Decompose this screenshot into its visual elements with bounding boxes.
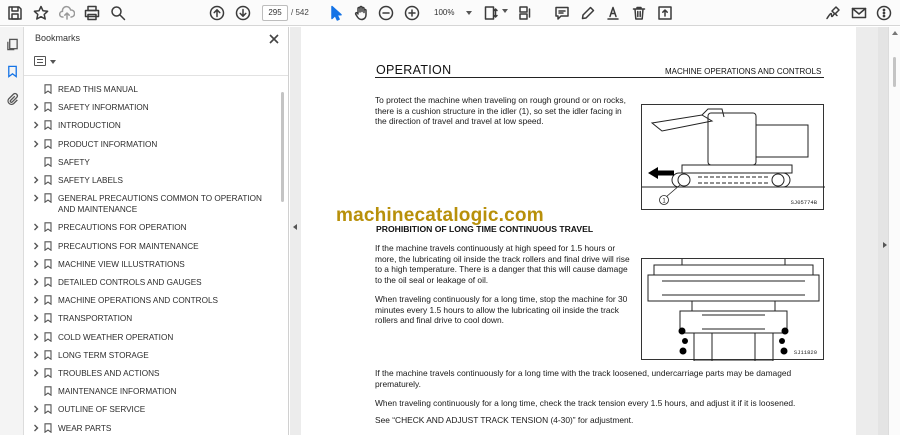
cloud-upload-icon[interactable] (57, 3, 77, 23)
hand-tool-icon[interactable] (351, 3, 371, 23)
chevron-right-icon[interactable] (32, 314, 40, 322)
document-scrollbar[interactable] (888, 27, 900, 435)
chevron-down-icon (50, 60, 56, 64)
bookmark-label: TROUBLES AND ACTIONS (58, 369, 160, 378)
page-thumbnails-icon[interactable] (4, 36, 20, 52)
bookmarks-panel-icon[interactable] (4, 63, 20, 79)
bookmark-icon (44, 102, 52, 112)
bookmark-icon (44, 193, 52, 203)
chevron-right-icon[interactable] (32, 223, 40, 231)
comment-icon[interactable] (552, 3, 572, 23)
delete-icon[interactable] (629, 3, 649, 23)
close-icon[interactable] (268, 32, 280, 44)
excavator-side-illustration (642, 105, 825, 211)
select-cursor-icon[interactable] (326, 3, 346, 23)
bookmark-label: SAFETY INFORMATION (58, 103, 149, 113)
figure-code: SJ05774B (790, 199, 817, 206)
bookmark-label: MACHINE OPERATIONS AND CONTROLS (58, 296, 218, 306)
paragraph-high-speed: If the machine travels continuously at high speed for 1.5 hours or more, the lubricating oil inside the track rollers and final drive will rise to a high temperature. There is a danger that this will cause damage to the oil seal or leakage of oil. (375, 243, 630, 285)
print-icon[interactable] (82, 3, 102, 23)
bookmark-label: MACHINE VIEW ILLUSTRATIONS (58, 259, 185, 269)
save-icon[interactable] (5, 3, 25, 23)
bookmark-icon (44, 368, 52, 378)
bookmark-label: TRANSPORTATION (58, 314, 133, 324)
bookmark-icon (44, 84, 52, 94)
more-options-icon[interactable] (874, 3, 894, 23)
bookmark-label: MAINTENANCE INFORMATION (58, 387, 177, 397)
zoom-in-icon[interactable] (402, 3, 422, 23)
tools-pane-strip (878, 27, 888, 435)
paragraph-idler: To protect the machine when traveling on rough ground or on rocks, there is a cushion structure in the idler (1), so set the idler facing in the direction of travel and travel at low speed. (375, 95, 626, 126)
bookmark-icon (44, 157, 52, 167)
chevron-right-icon[interactable] (32, 121, 40, 129)
chevron-right-icon[interactable] (32, 176, 40, 184)
bookmark-label: LONG TERM STORAGE (58, 350, 149, 360)
header-rule (375, 77, 824, 78)
section-header: MACHINE OPERATIONS AND CONTROLS (665, 67, 822, 76)
zoom-level-select[interactable] (428, 5, 478, 21)
collapse-panel-arrow-icon[interactable] (293, 224, 297, 230)
bookmark-icon (44, 175, 52, 185)
export-icon[interactable] (655, 3, 675, 23)
top-toolbar (0, 0, 900, 26)
email-icon[interactable] (849, 3, 869, 23)
bookmark-icon (44, 423, 52, 433)
bookmark-icon (44, 386, 52, 396)
bookmark-icon (44, 241, 52, 251)
page-title: OPERATION (376, 63, 452, 77)
bookmark-label: DETAILED CONTROLS AND GAUGES (58, 278, 202, 287)
page-number-input[interactable]: 295 (262, 5, 288, 21)
paragraph-check-tension: When traveling continuously for a long time, check the track tension every 1.5 hours, and adjust it if it is loosened. (375, 398, 796, 408)
divider (24, 75, 288, 76)
watermark: machinecatalogic.com (336, 205, 544, 226)
bookmark-label: PRECAUTIONS FOR OPERATION (58, 223, 187, 233)
bookmark-label: WEAR PARTS (58, 423, 112, 433)
bookmark-label: SAFETY (58, 157, 90, 167)
attachments-icon[interactable] (4, 90, 20, 106)
chevron-right-icon[interactable] (32, 405, 40, 413)
chevron-right-icon[interactable] (32, 242, 40, 250)
bookmark-label: READ THIS MANUAL (58, 85, 138, 94)
bookmarks-panel (24, 27, 289, 435)
pen-icon[interactable] (578, 3, 598, 23)
bookmark-label: INTRODUCTION (58, 121, 121, 131)
bookmark-icon (44, 350, 52, 360)
zoom-level-value: 100% (434, 8, 455, 17)
bookmark-icon (44, 332, 52, 342)
bookmark-icon (44, 277, 52, 287)
chevron-down-icon (466, 11, 472, 15)
list-options-icon (34, 56, 46, 66)
chevron-right-icon[interactable] (32, 103, 40, 111)
sign-icon[interactable] (823, 3, 843, 23)
bookmark-icon (44, 404, 52, 414)
scroll-mode-icon[interactable] (515, 3, 535, 23)
paragraph-cool-down: When traveling continuously for a long time, stop the machine for 30 minutes every 1.5 hours to allow the lubricating oil inside the track rollers and final drive to cool down. (375, 294, 628, 325)
figure-track-roller (641, 258, 824, 360)
figure-code: SJ11820 (793, 349, 817, 356)
bookmark-icon (44, 313, 52, 323)
page-fit-icon[interactable] (481, 3, 501, 23)
chevron-right-icon[interactable] (32, 140, 40, 148)
bookmark-icon (44, 139, 52, 149)
chevron-right-icon[interactable] (32, 278, 40, 286)
figure-callout-1: 1 (662, 198, 666, 205)
chevron-right-icon[interactable] (32, 260, 40, 268)
chevron-right-icon[interactable] (32, 351, 40, 359)
track-roller-cross-section (642, 259, 825, 361)
expand-tools-arrow-icon[interactable] (883, 242, 887, 248)
bookmark-options-menu[interactable] (34, 55, 62, 69)
bookmark-label: OUTLINE OF SERVICE (58, 405, 146, 415)
bookmark-scrollbar-thumb[interactable] (281, 92, 284, 202)
bookmark-icon (44, 295, 52, 305)
bookmark-list (24, 77, 279, 435)
navigation-rail (0, 27, 24, 435)
figure-idler-travel (641, 104, 824, 210)
chevron-right-icon[interactable] (32, 424, 40, 432)
bookmark-icon (44, 120, 52, 130)
bookmark-label: COLD WEATHER OPERATION (58, 332, 174, 342)
chevron-right-icon[interactable] (32, 296, 40, 304)
subheading: PROHIBITION OF LONG TIME CONTINUOUS TRAVEL (376, 224, 594, 234)
bookmark-label: PRECAUTIONS FOR MAINTENANCE (58, 241, 199, 251)
chevron-down-icon[interactable] (502, 9, 508, 13)
paragraph-track-loosened: If the machine travels continuously for a long time with the track loosened, undercarriage parts may be damaged prematurely. (375, 368, 792, 389)
scroll-up-arrow-icon[interactable] (892, 31, 898, 35)
bookmark-icon (44, 259, 52, 269)
find-icon[interactable] (108, 3, 128, 23)
page-total: / 542 (291, 8, 309, 17)
highlight-text-icon[interactable] (603, 3, 623, 23)
chevron-right-icon[interactable] (32, 333, 40, 341)
chevron-right-icon[interactable] (32, 369, 40, 377)
bookmark-label: PRODUCT INFORMATION (58, 139, 158, 149)
panel-title: Bookmarks (35, 33, 81, 43)
bookmark-icon (44, 222, 52, 232)
document-scrollbar-thumb[interactable] (893, 57, 896, 87)
paragraph-see-adjustment: See “CHECK AND ADJUST TRACK TENSION (4-30)” for adjustment. (375, 415, 634, 425)
zoom-out-icon[interactable] (376, 3, 396, 23)
previous-page-icon[interactable] (207, 3, 227, 23)
bookmark-label: SAFETY LABELS (58, 176, 123, 185)
next-page-icon[interactable] (233, 3, 253, 23)
bookmark-star-icon[interactable] (31, 3, 51, 23)
chevron-right-icon[interactable] (32, 194, 40, 202)
bookmark-label: GENERAL PRECAUTIONS COMMON TO OPERATION AND MAINTENANCE (58, 194, 262, 215)
